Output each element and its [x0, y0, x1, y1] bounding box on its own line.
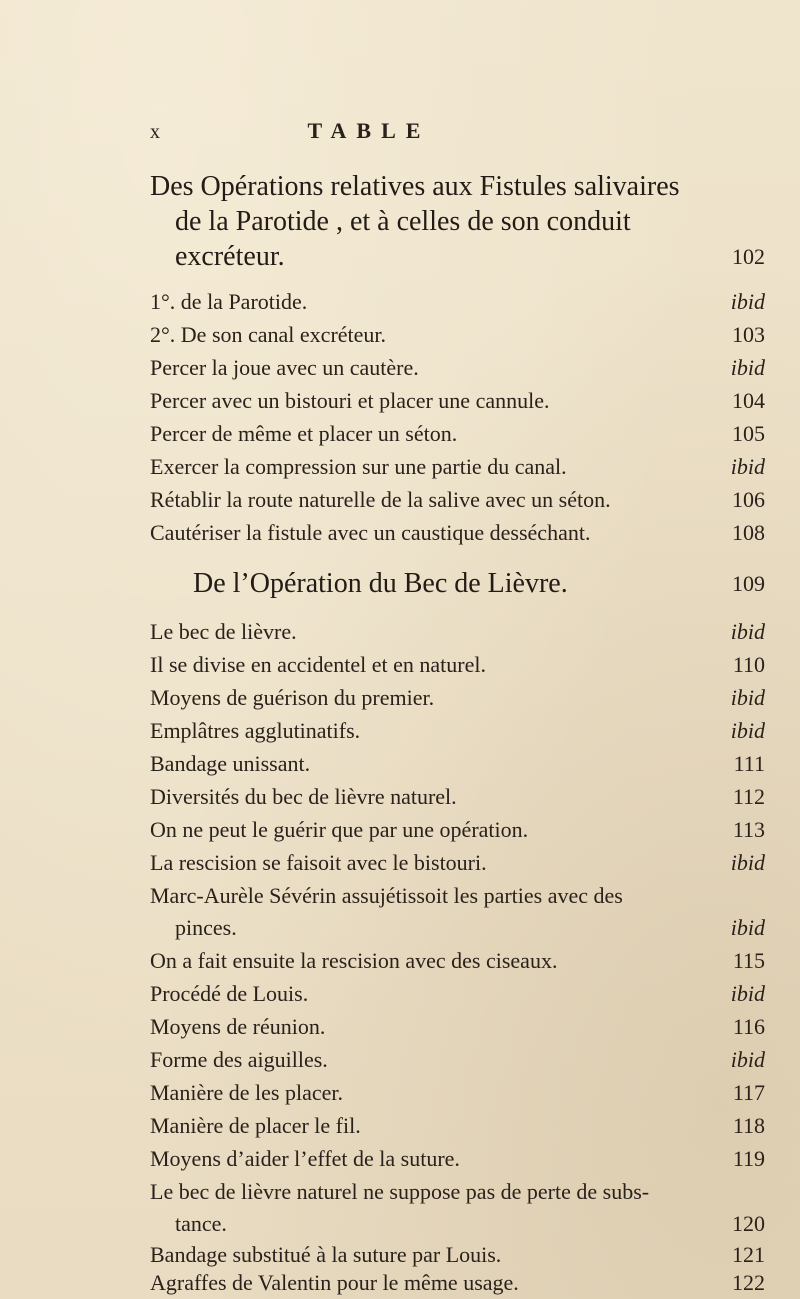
list-item: [150, 650, 765, 680]
entry-text: 2°. De son canal excréteur.: [150, 322, 387, 347]
entry-text: Forme des aiguilles.: [150, 1047, 328, 1072]
entry-page: ibid: [730, 850, 765, 875]
list-item: [150, 881, 765, 911]
entry-page: 122: [732, 1270, 765, 1295]
list-item: [150, 749, 765, 779]
list-item: [150, 518, 765, 548]
entry-text: Procédé de Louis.: [150, 981, 309, 1006]
entry-text: On ne peut le guérir que par une opération.: [150, 817, 529, 842]
header-page-number: x: [150, 121, 162, 143]
entry-page: ibid: [730, 685, 765, 710]
entry-page: 113: [732, 817, 765, 842]
entry-text: Manière de les placer.: [150, 1080, 344, 1105]
entry-page: 110: [732, 652, 765, 677]
entry-page: 104: [732, 388, 765, 413]
list-item: [150, 452, 765, 482]
entry-text: Percer de même et placer un séton.: [150, 421, 458, 446]
entry-text: Il se divise en accidentel et en naturel.: [150, 652, 486, 677]
list-item: [150, 1045, 765, 1075]
section1-title-page: 102: [732, 244, 765, 269]
entry-page: 106: [732, 487, 765, 512]
entry-page: 118: [732, 1113, 765, 1138]
list-item: [150, 419, 765, 449]
list-item: [150, 1240, 765, 1270]
entry-text: Agraffes de Valentin pour le même usage.: [150, 1270, 519, 1295]
entry-page: ibid: [730, 1047, 765, 1072]
section2-title: De l’Opération du Bec de Lièvre.: [193, 568, 568, 599]
list-item: [150, 1111, 765, 1141]
entry-text: Moyens de réunion.: [150, 1014, 326, 1039]
entry-text: Marc-Aurèle Sévérin assujétissoit les parties avec des: [150, 883, 623, 908]
list-item: [150, 353, 765, 383]
section1-title-line1: Des Opérations relatives aux Fistules salivaires: [150, 171, 680, 202]
header-title: TABLE: [307, 118, 431, 143]
list-item: [150, 782, 765, 812]
entry-page: 112: [732, 784, 765, 809]
list-item: [150, 815, 765, 845]
list-item: [150, 979, 765, 1009]
entry-text: Bandage unissant.: [150, 751, 311, 776]
list-item: [150, 946, 765, 976]
entry-page: ibid: [730, 289, 765, 314]
entry-continuation: tance.: [175, 1211, 227, 1236]
entry-page: 119: [732, 1146, 765, 1171]
list-item: [150, 848, 765, 878]
entry-continuation: pinces.: [175, 915, 237, 940]
entry-text: Emplâtres agglutinatifs.: [150, 718, 361, 743]
entry-text: Rétablir la route naturelle de la salive avec un séton.: [150, 487, 611, 512]
entry-page: ibid: [730, 454, 765, 479]
list-item: [150, 1177, 765, 1207]
list-item: [150, 320, 765, 350]
list-item: [150, 386, 765, 416]
entry-page: 121: [732, 1242, 765, 1267]
entry-text: Percer la joue avec un cautère.: [150, 355, 419, 380]
list-item: [150, 716, 765, 746]
section2-title-page: 109: [732, 571, 765, 596]
entry-page: 117: [732, 1080, 765, 1105]
entry-text: Cautériser la fistule avec un caustique desséchant.: [150, 520, 591, 545]
list-item: [150, 1144, 765, 1174]
section1-title-line3: excréteur.: [175, 241, 285, 272]
entry-page: ibid: [730, 355, 765, 380]
entry-page: 105: [732, 421, 765, 446]
entry-text: Le bec de lièvre.: [150, 619, 297, 644]
entry-text: Exercer la compression sur une partie du canal.: [150, 454, 567, 479]
entry-text: Bandage substitué à la suture par Louis.: [150, 1242, 502, 1267]
list-item: [150, 683, 765, 713]
entry-text: Le bec de lièvre naturel ne suppose pas de perte de subs-: [150, 1179, 650, 1204]
entry-page: 103: [732, 322, 765, 347]
entry-text: On a fait ensuite la rescision avec des ciseaux.: [150, 948, 558, 973]
list-item: [150, 1078, 765, 1108]
entry-text: 1°. de la Parotide.: [150, 289, 308, 314]
entry-page: 111: [733, 751, 765, 776]
entry-text: La rescision se faisoit avec le bistouri.: [150, 850, 487, 875]
entry-page: ibid: [730, 718, 765, 743]
entry-page: 120: [732, 1211, 765, 1236]
entry-page: 108: [732, 520, 765, 545]
list-item: [150, 617, 765, 647]
entry-page: ibid: [730, 915, 765, 940]
entry-page: 116: [732, 1014, 765, 1039]
list-item: [150, 1268, 765, 1298]
list-item: [150, 287, 765, 317]
entry-text: Moyens de guérison du premier.: [150, 685, 435, 710]
section1-title-line2: de la Parotide , et à celles de son conduit: [175, 206, 631, 237]
list-item: [150, 1012, 765, 1042]
entry-text: Diversités du bec de lièvre naturel.: [150, 784, 457, 809]
entry-text: Percer avec un bistouri et placer une cannule.: [150, 388, 550, 413]
entry-page: ibid: [730, 981, 765, 1006]
entry-page: ibid: [730, 619, 765, 644]
entry-page: 115: [732, 948, 765, 973]
entry-text: Manière de placer le fil.: [150, 1113, 361, 1138]
list-item: [150, 485, 765, 515]
page-header: [150, 118, 430, 144]
entry-text: Moyens d’aider l’effet de la suture.: [150, 1146, 460, 1171]
